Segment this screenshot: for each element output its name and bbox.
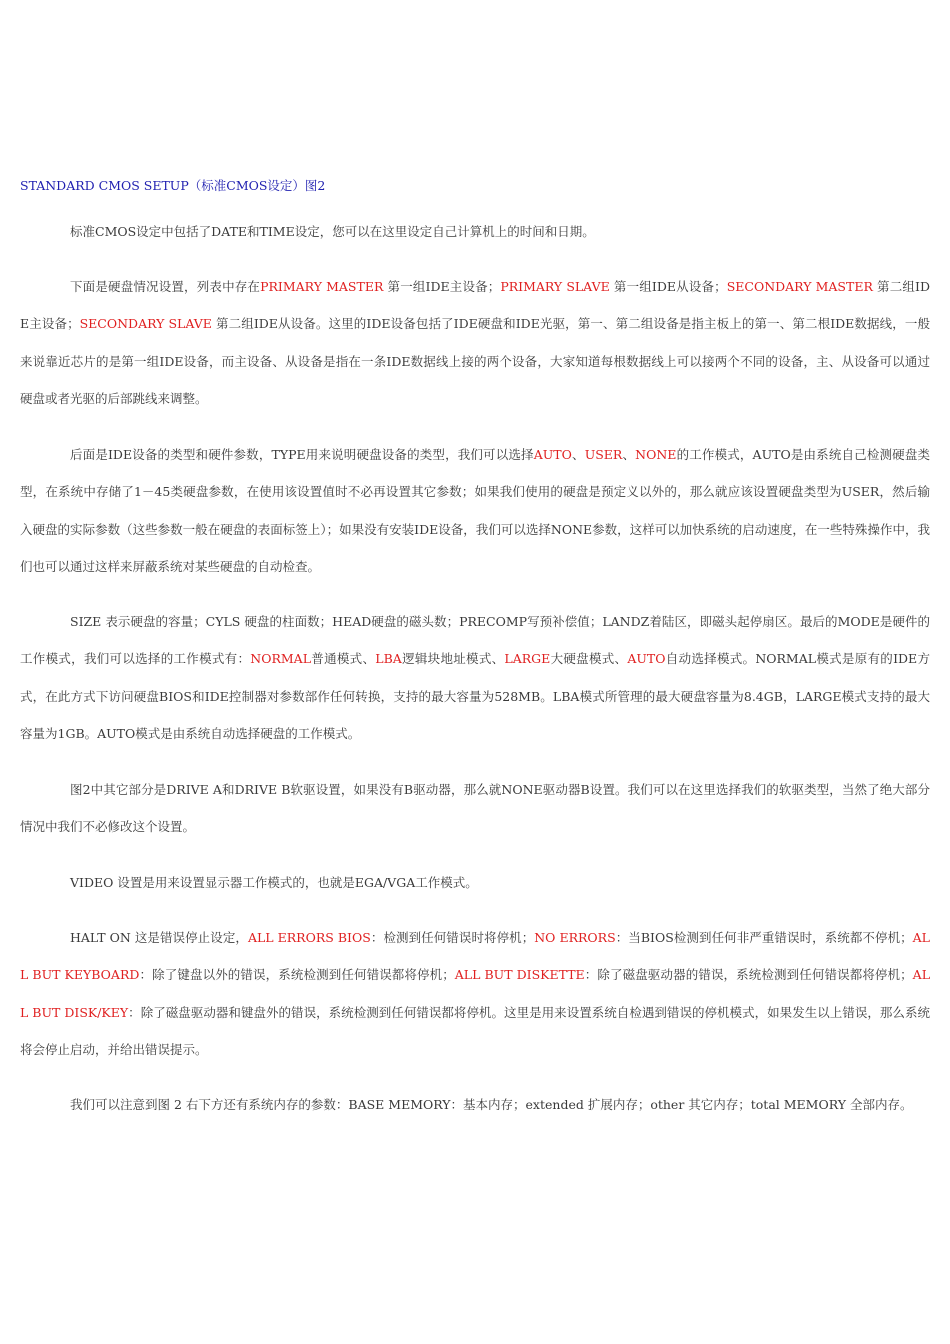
highlight-all-but-keyboard: ALL BUT KEYBOARD bbox=[20, 930, 930, 983]
paragraph-text: 第一组IDE主设备； bbox=[383, 279, 501, 294]
highlight-normal: NORMAL bbox=[250, 651, 311, 667]
highlight-auto-mode: AUTO bbox=[627, 651, 666, 667]
paragraph-text: 、 bbox=[571, 447, 585, 462]
paragraph-text: 的工作模式，AUTO是由系统自己检测硬盘类型，在系统中存储了1－45类硬盘参数，在使用该设置值时不必再设置其它参数；如果我们使用的硬盘是预定义以外的，那么就应该设置硬盘类型为USER，然后输入硬盘的实际参数（这些参数一般在硬盘的表面标签上）；如果没有安装IDE设备，我们可以选择NONE参数，这样可以加快系统的启动速度，在一些特殊操作中，我们也可以通过这样来屏蔽系统对某些硬盘的自动检查。 bbox=[20, 447, 930, 574]
paragraph-text: ：检测到任何错误时将停机； bbox=[370, 930, 535, 945]
highlight-secondary-slave: SECONDARY SLAVE bbox=[79, 316, 212, 332]
section-title: STANDARD CMOS SETUP（标准CMOS设定）图2 bbox=[20, 178, 326, 193]
paragraph-text: 逻辑块地址模式、 bbox=[401, 651, 505, 667]
highlight-primary-master: PRIMARY MASTER bbox=[260, 279, 384, 294]
paragraph-text: 第一组IDE从设备； bbox=[609, 279, 727, 294]
paragraph-ide-type bbox=[20, 436, 930, 585]
paragraph-text: 我们可以注意到图 2 右下方还有系统内存的参数：BASE MEMORY：基本内存；extended 扩展内存；other 其它内存；total MEMORY 全部内存。 bbox=[70, 1097, 913, 1112]
paragraph-text: 第二组IDE主设备； bbox=[20, 279, 930, 332]
paragraph-text: 、 bbox=[622, 447, 636, 462]
paragraph-text: ：除了键盘以外的错误，系统检测到任何错误都将停机； bbox=[139, 967, 455, 983]
paragraph-text: HALT ON 这是错误停止设定， bbox=[70, 930, 248, 945]
highlight-primary-slave: PRIMARY SLAVE bbox=[500, 279, 610, 294]
paragraph-text: 图2中其它部分是DRIVE A和DRIVE B软驱设置，如果没有B驱动器，那么就NONE驱动器B设置。我们可以在这里选择我们的软驱类型，当然了绝大部分情况中我们不必修改这个设置。 bbox=[20, 782, 930, 835]
paragraph-size-mode bbox=[20, 603, 930, 752]
highlight-no-errors: NO ERRORS bbox=[534, 930, 616, 945]
highlight-user: USER bbox=[584, 447, 623, 462]
paragraph-halt-on bbox=[20, 919, 930, 1068]
paragraph-text: 后面是IDE设备的类型和硬件参数，TYPE用来说明硬盘设备的类型，我们可以选择 bbox=[70, 447, 534, 462]
highlight-lba: LBA bbox=[375, 651, 402, 667]
paragraph-text: ：除了磁盘驱动器和键盘外的错误，系统检测到任何错误都将停机。这里是用来设置系统自检遇到错误的停机模式，如果发生以上错误，那么系统将会停止启动，并给出错误提示。 bbox=[20, 1004, 930, 1057]
highlight-all-but-disk-key: ALL BUT DISK/KEY bbox=[20, 967, 930, 1020]
paragraph-text: 大硬盘模式、 bbox=[550, 651, 628, 667]
highlight-secondary-master: SECONDARY MASTER bbox=[726, 279, 873, 294]
highlight-auto: AUTO bbox=[533, 447, 572, 462]
highlight-none: NONE bbox=[635, 447, 677, 462]
paragraph-text: ：除了磁盘驱动器的错误，系统检测到任何错误都将停机； bbox=[584, 967, 913, 983]
highlight-large: LARGE bbox=[504, 651, 551, 667]
paragraph-date-time bbox=[20, 213, 930, 250]
paragraph-text: 标准CMOS设定中包括了DATE和TIME设定，您可以在这里设定自己计算机上的时间和日期。 bbox=[70, 224, 595, 239]
paragraph-video bbox=[20, 864, 930, 901]
paragraph-text: 普通模式、 bbox=[311, 651, 376, 667]
paragraph-text: 第二组IDE从设备。这里的IDE设备包括了IDE硬盘和IDE光驱，第一、第二组设备是指主板上的第一、第二根IDE数据线，一般来说靠近芯片的是第一组IDE设备，而主设备、从设备是指在一条IDE数据线上接的两个设备，大家知道每根数据线上可以接两个不同的设备，主、从设备可以通过硬盘或者光驱的后部跳线来调整。 bbox=[20, 316, 930, 406]
paragraph-text: ：当BIOS检测到任何非严重错误时，系统都不停机； bbox=[615, 930, 913, 945]
paragraph-hard-disk bbox=[20, 268, 930, 417]
highlight-all-errors-bios: ALL ERRORS BIOS bbox=[247, 930, 371, 945]
paragraph-text: 下面是硬盘情况设置，列表中存在 bbox=[70, 279, 261, 294]
paragraph-text: SIZE 表示硬盘的容量；CYLS 硬盘的柱面数；HEAD硬盘的磁头数；PRECOMP写预补偿值；LANDZ着陆区，即磁头起停扇区。最后的MODE是硬件的工作模式，我们可以选择的工作模式有： bbox=[20, 614, 930, 667]
paragraph-memory bbox=[20, 1092, 930, 1118]
paragraph-text: VIDEO 设置是用来设置显示器工作模式的，也就是EGA/VGA工作模式。 bbox=[70, 875, 478, 890]
highlight-all-but-diskette: ALL BUT DISKETTE bbox=[454, 967, 585, 983]
paragraph-text: 自动选择模式。NORMAL模式是原有的IDE方式，在此方式下访问硬盘BIOS和IDE控制器对参数部作任何转换，支持的最大容量为528MB。LBA模式所管理的最大硬盘容量为8.4GB，LARGE模式支持的最大容量为1GB。AUTO模式是由系统自动选择硬盘的工作模式。 bbox=[20, 651, 930, 741]
paragraph-floppy bbox=[20, 771, 930, 846]
